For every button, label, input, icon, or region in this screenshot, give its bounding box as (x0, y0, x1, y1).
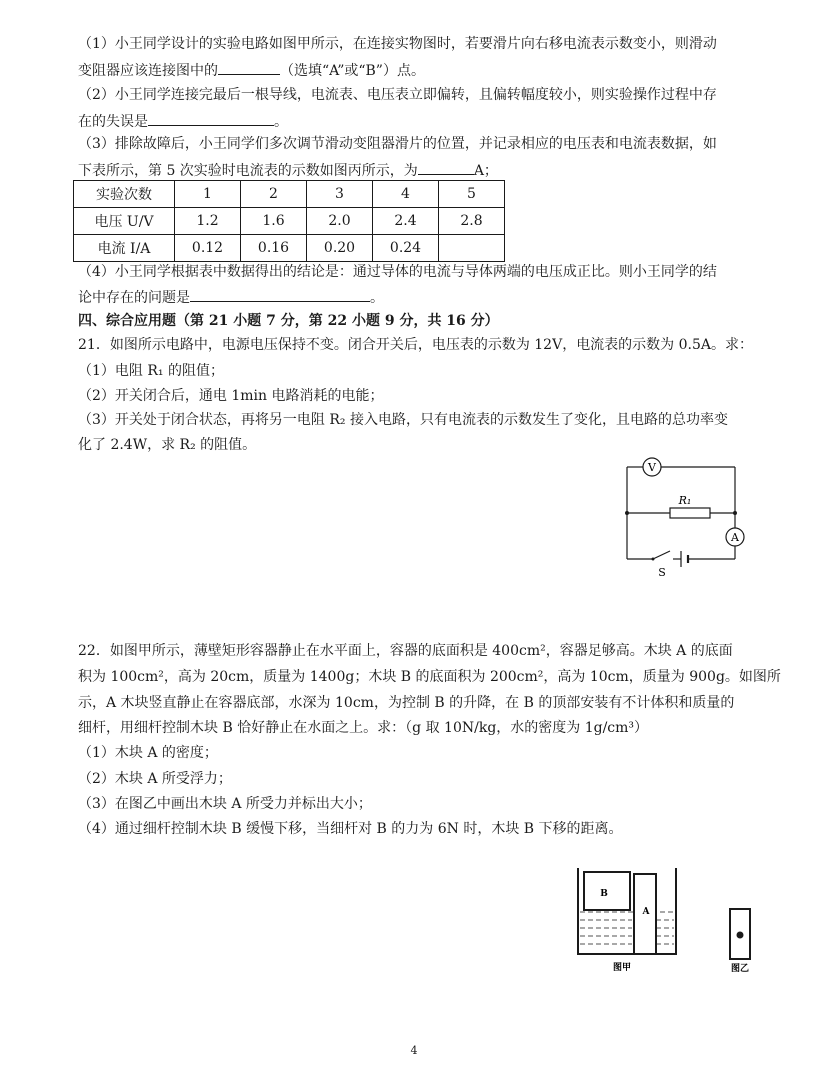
q21-sub1: （1）电阻 R₁ 的阻值； (78, 363, 224, 379)
answer-blank (218, 59, 280, 75)
q20-part2-line2 (78, 110, 288, 132)
q21-sub3-line1: （3）开关处于闭合状态，再将另一电阻 R₂ 接入电路，只有电流表的示数发生了变化，且电路的总功率变 (78, 412, 728, 428)
row-header: 电流 I/A (74, 235, 175, 262)
table-cell: 2.8 (439, 208, 505, 235)
q21-sub3-line2: 化了 2.4W，求 R₂ 的阻值。 (78, 437, 257, 453)
table-row (74, 235, 505, 262)
q22-line3: 示，A 木块竖直静止在容器底部，水深为 10cm，为控制 B 的升降，在 B 的顶部安装有不计体积和质量的 (78, 695, 735, 711)
q20-part2-tail: 。 (274, 114, 288, 130)
table-cell (439, 235, 505, 262)
figure-jia-label: 图甲 (612, 963, 632, 973)
q22-sub1: （1）木块 A 的密度； (78, 745, 218, 761)
table-row (74, 181, 505, 208)
q22-line1: 22．如图甲所示，薄壁矩形容器静止在水平面上，容器的底面积是 400cm²，容器足够高。木块 A 的底面 (78, 643, 733, 659)
row-header: 实验次数 (74, 181, 175, 208)
battery-symbol (681, 551, 688, 567)
ammeter-label: A (731, 531, 739, 544)
switch-symbol (652, 551, 671, 579)
answer-blank (418, 159, 474, 175)
block-a (634, 874, 656, 954)
q20-part3-line1: （3）排除故障后，小王同学们多次调节滑动变阻器滑片的位置，并记录相应的电压表和电流表数据，如 (78, 136, 717, 152)
table-row (74, 208, 505, 235)
q20-part4-line1: （4）小王同学根据表中数据得出的结论是：通过导体的电流与导体两端的电压成正比。则小王同学的结 (78, 264, 717, 280)
table-cell: 2.0 (307, 208, 373, 235)
q20-part3-tail: A； (473, 163, 498, 179)
ammeter-symbol (726, 528, 744, 546)
block-b-label: B (600, 889, 608, 899)
figure-jia (572, 862, 682, 977)
row-header: 电压 U/V (74, 208, 175, 235)
table-cell: 0.20 (307, 235, 373, 262)
figure-yi-label: 图乙 (730, 964, 750, 974)
q20-part1-line2 (78, 59, 425, 81)
answer-blank (190, 286, 370, 302)
switch-label: S (658, 566, 666, 579)
q22-sub3: （3）在图乙中画出木块 A 所受力并标出大小； (78, 796, 372, 812)
table-cell: 3 (307, 181, 373, 208)
block-b (584, 872, 630, 910)
figure-yi (722, 905, 758, 977)
block-a-label: A (642, 907, 650, 917)
center-point (737, 932, 744, 939)
table-cell: 1.6 (241, 208, 307, 235)
voltmeter-label: V (648, 461, 656, 474)
resistor-symbol (670, 494, 710, 518)
table-cell: 4 (373, 181, 439, 208)
q20-part1-line1: （1）小王同学设计的实验电路如图甲所示，在连接实物图时，若要滑片向右移电流表示数变小，则滑动 (78, 36, 717, 52)
circuit-diagram (615, 455, 765, 580)
q20-part4-tail: 。 (370, 290, 384, 306)
q20-part4-line2 (78, 286, 384, 308)
section-title: 四、综合应用题（第 21 小题 7 分，第 22 小题 9 分，共 16 分） (78, 313, 499, 329)
q22-line4: 细杆，用细杆控制木块 B 恰好静止在水面之上。求：（g 取 10N/kg，水的密度为 1g/cm³） (78, 720, 649, 736)
q20-part3-text: 下表所示，第 5 次实验时电流表的示数如图丙所示，为 (78, 163, 418, 179)
page-number: 4 (410, 1044, 418, 1057)
table-cell: 1.2 (175, 208, 241, 235)
data-table (73, 180, 505, 262)
table-cell: 0.24 (373, 235, 439, 262)
q20-part2-line1: （2）小王同学连接完最后一根导线，电流表、电压表立即偏转，且偏转幅度较小，则实验操作过程中存 (78, 87, 717, 103)
q21-sub2: （2）开关闭合后，通电 1min 电路消耗的电能； (78, 388, 384, 404)
answer-blank (148, 110, 274, 126)
q22-sub4: （4）通过细杆控制木块 B 缓慢下移，当细杆对 B 的力为 6N 时，木块 B 下移的距离。 (78, 821, 623, 837)
q20-part1-text: 变阻器应该连接图中的 (78, 63, 218, 79)
table-cell: 5 (439, 181, 505, 208)
q20-part2-text: 在的失误是 (78, 114, 148, 130)
table-cell: 0.16 (241, 235, 307, 262)
q22-line2: 积为 100cm²，高为 20cm，质量为 1400g；木块 B 的底面积为 200cm²，高为 10cm，质量为 900g。如图所 (78, 669, 781, 685)
table-cell: 2 (241, 181, 307, 208)
table-cell: 0.12 (175, 235, 241, 262)
q20-part1-tail: （选填“A”或“B”）点。 (280, 63, 425, 79)
table-cell: 2.4 (373, 208, 439, 235)
voltmeter-symbol (643, 458, 661, 476)
q20-part3-line2 (78, 159, 498, 181)
q22-sub2: （2）木块 A 所受浮力； (78, 771, 232, 787)
resistor-label: R₁ (678, 494, 692, 507)
q21-intro: 21．如图所示电路中，电源电压保持不变。闭合开关后，电压表的示数为 12V，电流表的示数为 0.5A。求： (78, 337, 754, 353)
q20-part4-text: 论中存在的问题是 (78, 290, 190, 306)
table-cell: 1 (175, 181, 241, 208)
